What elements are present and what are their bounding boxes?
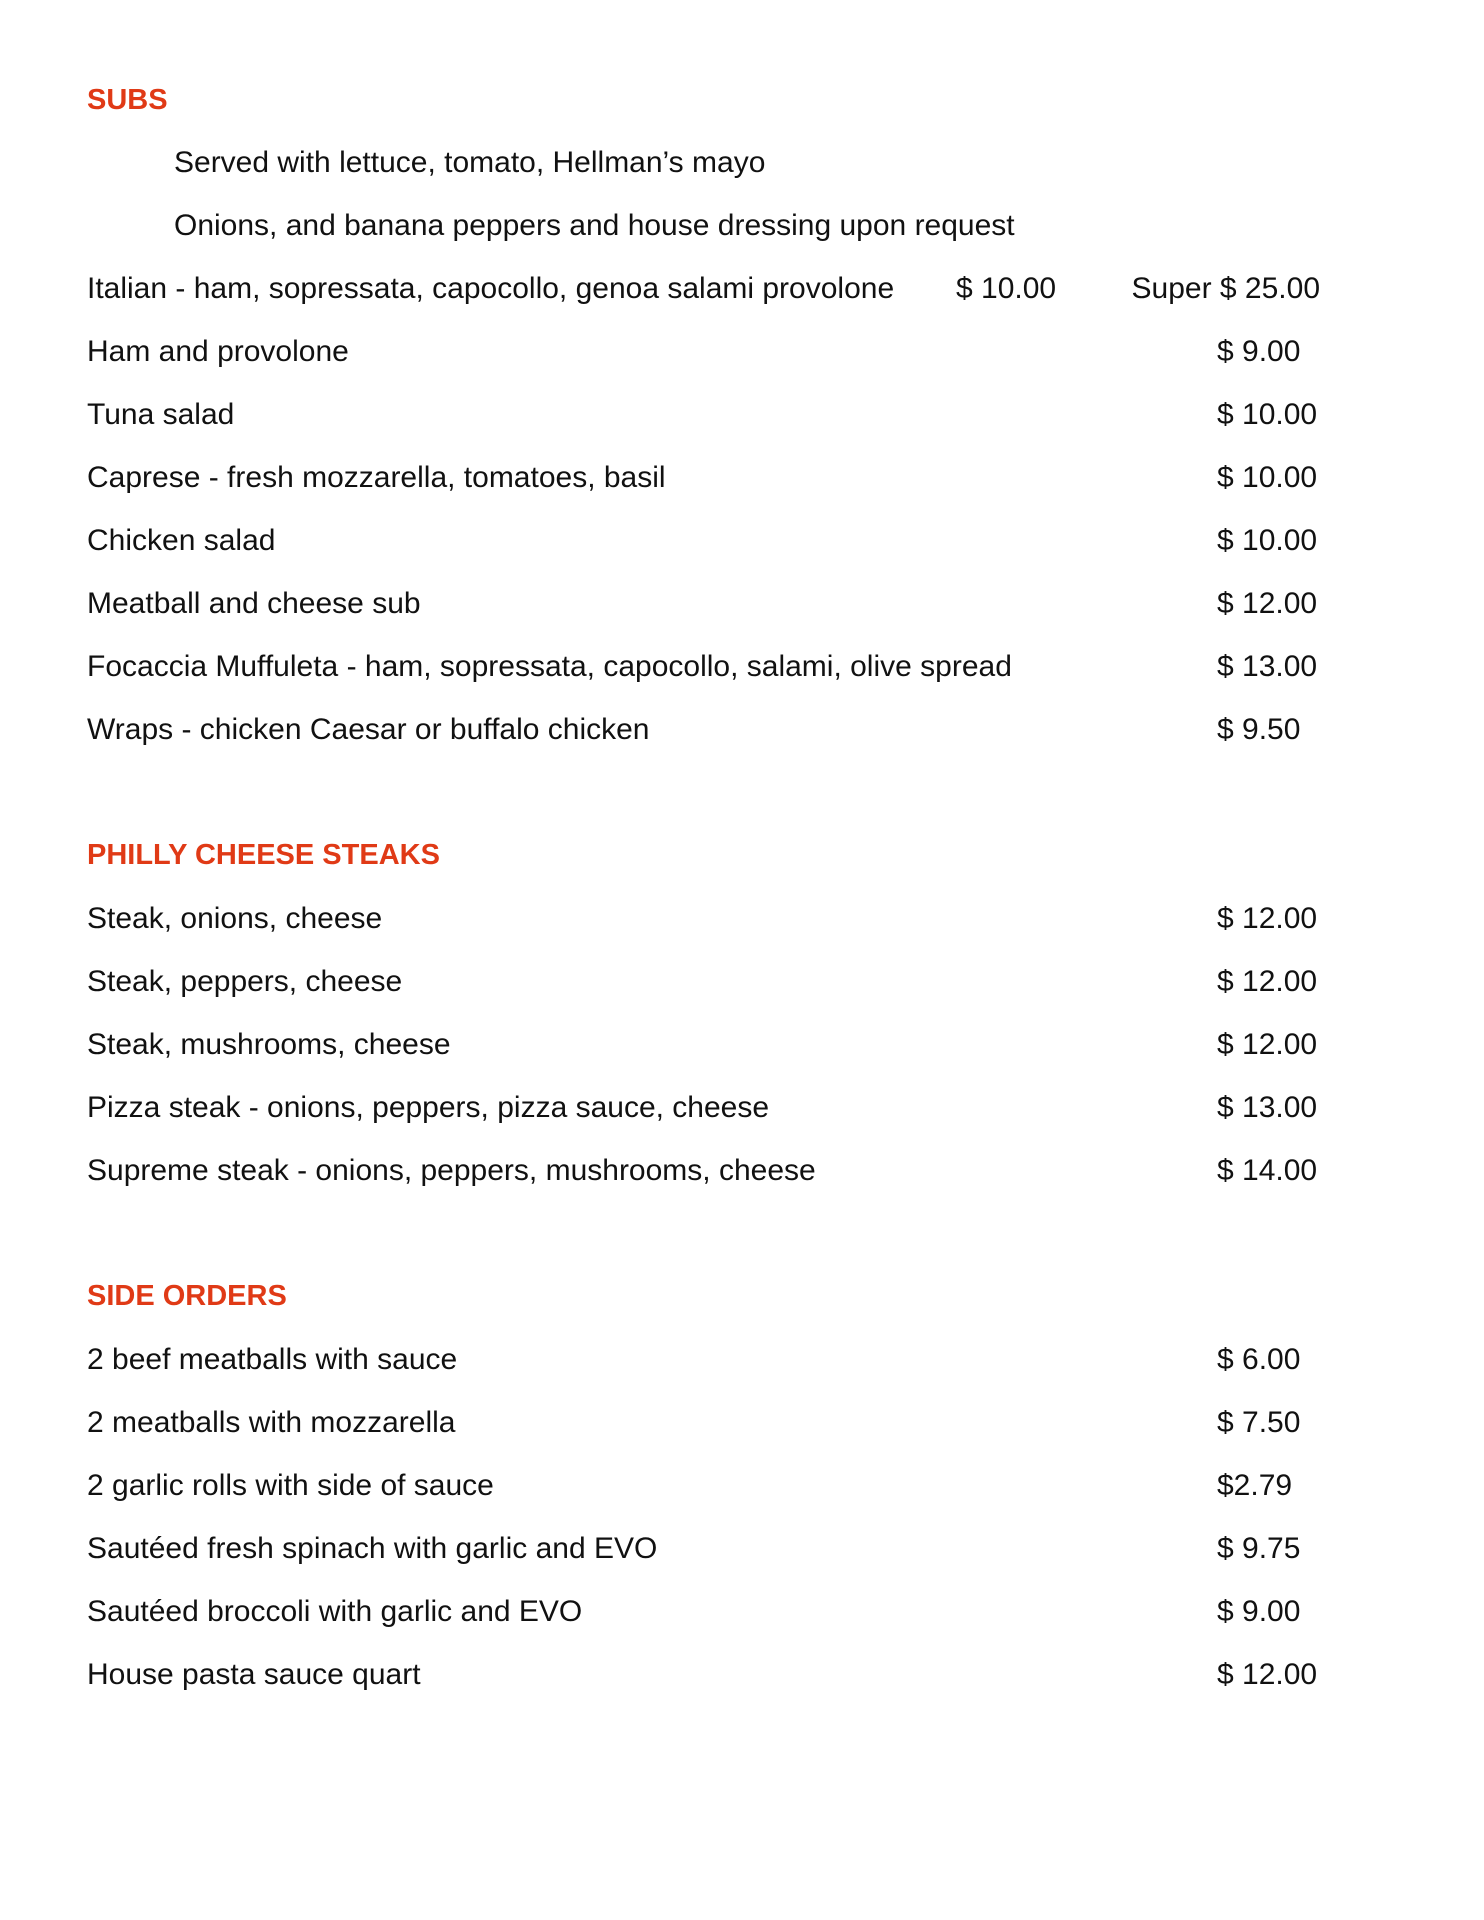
menu-item-name: Steak, onions, cheese	[87, 902, 383, 935]
menu-item-name: Ham and provolone	[87, 335, 349, 368]
menu-item-price: $ 12.00	[1217, 965, 1318, 998]
menu-item-name: Wraps - chicken Caesar or buffalo chicken	[87, 713, 650, 746]
menu-item-price: $ 12.00	[1217, 902, 1318, 935]
menu-item-name: Tuna salad	[87, 398, 235, 431]
subs-note: Served with lettuce, tomato, Hellman’s mayo	[174, 146, 766, 179]
menu-item-price: $ 7.50	[1217, 1406, 1301, 1439]
menu-item-super-price: Super $ 25.00	[1131, 272, 1320, 305]
menu-item-price: $ 12.00	[1217, 1658, 1318, 1691]
menu-item-price: $ 6.00	[1217, 1343, 1301, 1376]
menu-item-price: $ 9.50	[1217, 713, 1301, 746]
menu-item-name: House pasta sauce quart	[87, 1658, 421, 1691]
menu-item-name: 2 garlic rolls with side of sauce	[87, 1469, 494, 1502]
menu-item-price: $ 10.00	[956, 272, 1057, 305]
menu-item-price: $ 13.00	[1217, 1091, 1318, 1124]
menu-item-price: $ 12.00	[1217, 1028, 1318, 1061]
menu-item-price: $ 10.00	[1217, 461, 1318, 494]
menu-item-name: Italian - ham, sopressata, capocollo, genoa salami provolone	[87, 272, 895, 305]
menu-item-name: 2 meatballs with mozzarella	[87, 1406, 456, 1439]
subs-note: Onions, and banana peppers and house dressing upon request	[174, 209, 1015, 242]
menu-item-price: $ 10.00	[1217, 524, 1318, 557]
menu-item-name: Sautéed broccoli with garlic and EVO	[87, 1595, 583, 1628]
section-heading-sides: SIDE ORDERS	[87, 1280, 287, 1312]
menu-item-price: $ 13.00	[1217, 650, 1318, 683]
menu-item-name: 2 beef meatballs with sauce	[87, 1343, 458, 1376]
section-heading-subs: SUBS	[87, 84, 168, 116]
menu-item-name: Meatball and cheese sub	[87, 587, 421, 620]
menu-item-price: $ 9.00	[1217, 335, 1301, 368]
menu-item-name: Sautéed fresh spinach with garlic and EVO	[87, 1532, 658, 1565]
menu-item-name: Focaccia Muffuleta - ham, sopressata, capocollo, salami, olive spread	[87, 650, 1012, 683]
menu-item-name: Caprese - fresh mozzarella, tomatoes, basil	[87, 461, 666, 494]
menu-item-price: $2.79	[1217, 1469, 1293, 1502]
menu-item-name: Supreme steak - onions, peppers, mushrooms, cheese	[87, 1154, 816, 1187]
section-heading-philly: PHILLY CHEESE STEAKS	[87, 839, 440, 871]
menu-item-name: Chicken salad	[87, 524, 276, 557]
menu-item-name: Steak, peppers, cheese	[87, 965, 403, 998]
menu-item-price: $ 9.00	[1217, 1595, 1301, 1628]
menu-item-name: Pizza steak - onions, peppers, pizza sauce, cheese	[87, 1091, 770, 1124]
menu-item-name: Steak, mushrooms, cheese	[87, 1028, 451, 1061]
menu-item-price: $ 12.00	[1217, 587, 1318, 620]
menu-item-price: $ 9.75	[1217, 1532, 1301, 1565]
menu-item-price: $ 10.00	[1217, 398, 1318, 431]
menu-item-price: $ 14.00	[1217, 1154, 1318, 1187]
